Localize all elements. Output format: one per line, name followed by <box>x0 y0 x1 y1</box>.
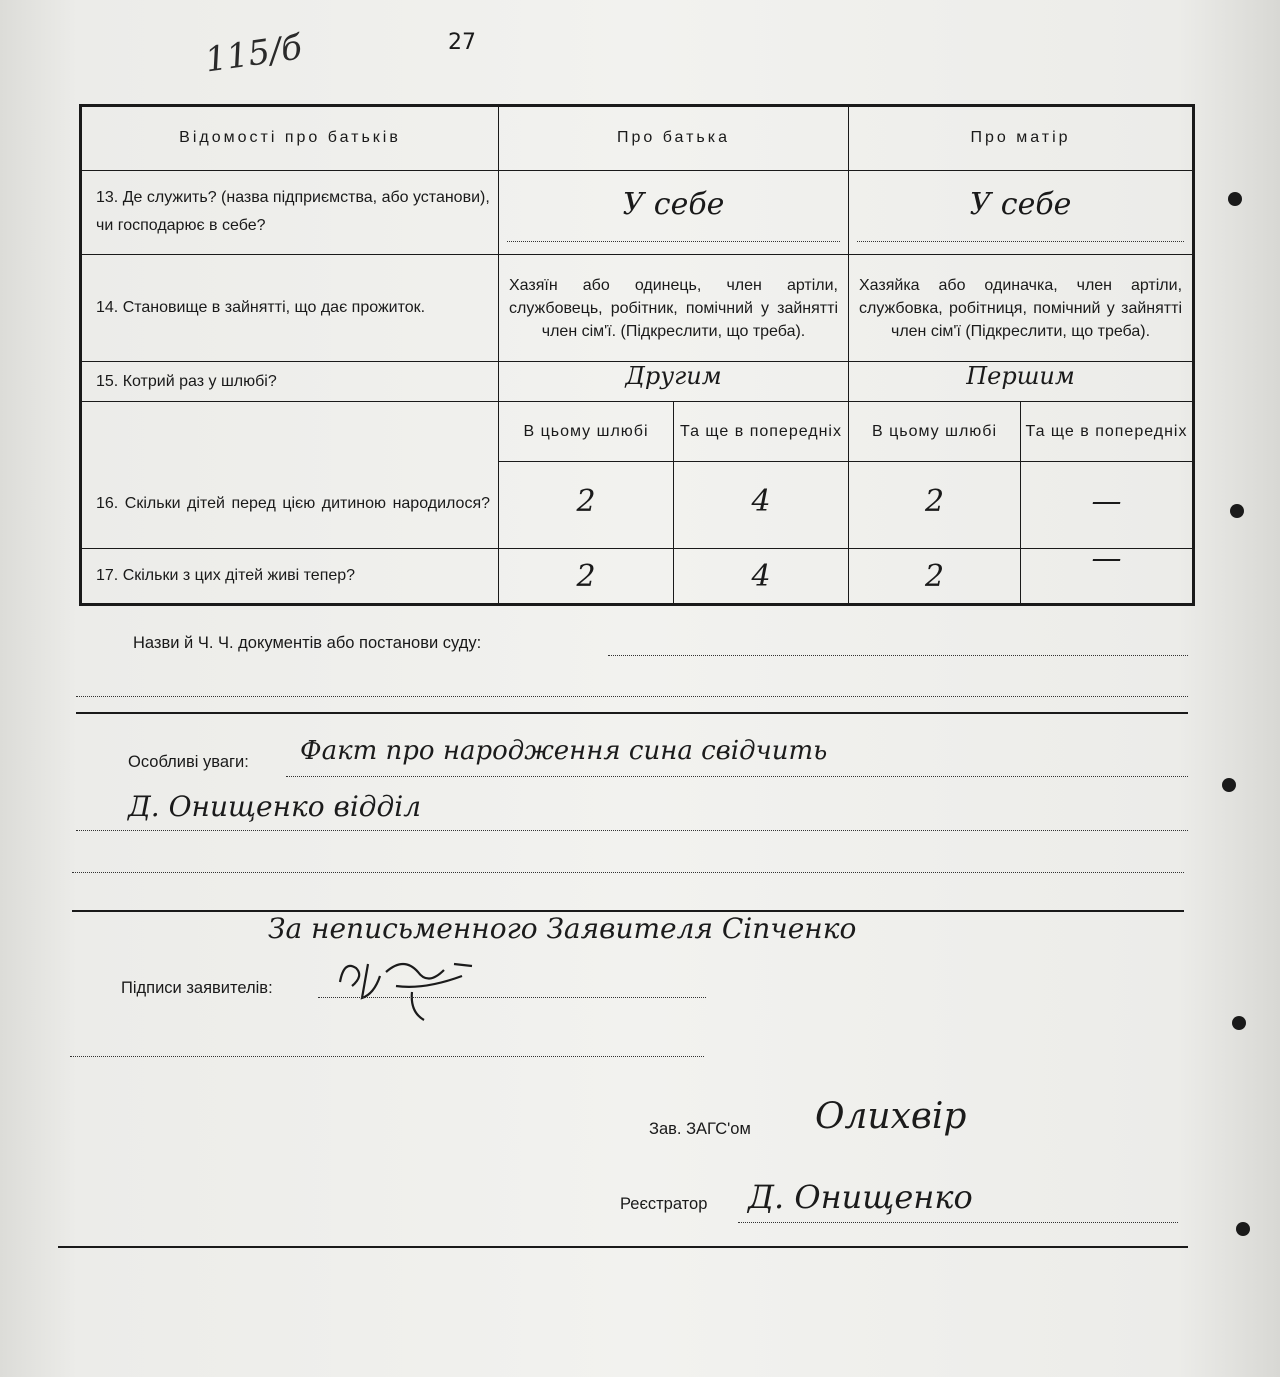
head-signature: Олихвір <box>815 1096 967 1137</box>
page-number: 27 <box>448 30 476 55</box>
cell-17-father-this <box>499 548 674 605</box>
subheader-father-this: В цьому шлюбі <box>499 402 674 461</box>
remarks-line-2: Д. Онищенко відділ <box>128 790 422 823</box>
question-15: 15. Котрий раз у шлюбі? <box>81 362 499 402</box>
corner-note: 115/б <box>202 27 305 81</box>
dotted-line <box>507 241 840 242</box>
divider-line <box>76 712 1188 714</box>
cell-16-father-previous <box>674 461 849 548</box>
parents-info-table <box>79 104 1195 606</box>
cell-17-mother-previous <box>1021 540 1194 605</box>
dotted-line <box>72 872 1184 873</box>
options-14-mother: Хазяйка або одиначка, член артіли, службовка, робітниця, помічний у зайнятті член сім'ї (Підкреслити, що треба). <box>849 255 1194 362</box>
subheader-mother-previous: Та ще в попередніх <box>1021 402 1194 461</box>
cell-16-mother-previous <box>1021 461 1194 548</box>
dotted-line <box>318 997 706 998</box>
binding-hole <box>1228 192 1242 206</box>
header-parents-info: Відомості про батьків <box>81 106 499 171</box>
registrar-label: Реєстратор <box>620 1195 708 1213</box>
value-16-father-previous: 4 <box>751 483 771 519</box>
value-17-mother-previous: — <box>1091 540 1122 576</box>
bottom-divider-line <box>58 1246 1188 1248</box>
dotted-line <box>286 776 1188 777</box>
value-16-mother-this: 2 <box>924 483 945 519</box>
question-17: 17. Скільки з цих дітей живі тепер? <box>81 548 499 605</box>
cell-17-mother-this <box>849 548 1021 605</box>
cell-16-mother-this <box>849 461 1021 548</box>
question-16: 16. Скільки дітей перед цією дитиною народилося? <box>81 402 499 548</box>
applicant-signature-mark <box>334 946 484 1026</box>
binding-hole <box>1222 778 1236 792</box>
remarks-label: Особливі уваги: <box>128 753 249 771</box>
binding-hole <box>1232 1016 1246 1030</box>
answer-13-father-text: У себе <box>622 186 725 222</box>
remarks-line-1: Факт про народження сина свідчить <box>300 736 828 766</box>
registrar-signature: Д. Онищенко <box>748 1178 973 1216</box>
subheader-father-previous: Та ще в попередніх <box>674 402 849 461</box>
dotted-line <box>608 655 1188 656</box>
dotted-line <box>76 696 1188 697</box>
dotted-line <box>76 830 1188 831</box>
question-14: 14. Становище в зайнятті, що дає прожиток. <box>81 255 499 362</box>
value-17-mother-this: 2 <box>924 558 945 594</box>
value-16-father-this: 2 <box>576 483 596 519</box>
documents-label: Назви й Ч. Ч. документів або постанови суду: <box>133 634 482 652</box>
answer-15-father-text: Другим <box>625 362 722 391</box>
options-14-father: Хазяїн або одинець, член артіли, службовець, робітник, помічний у зайнятті член сім'ї. (Підкреслити, що треба). <box>499 255 849 362</box>
value-17-father-previous: 4 <box>751 558 771 594</box>
binding-hole <box>1236 1222 1250 1236</box>
answer-15-mother-text: Першим <box>966 362 1075 391</box>
binding-hole <box>1230 504 1244 518</box>
answer-13-mother <box>849 170 1194 255</box>
answer-15-mother <box>849 362 1194 402</box>
cell-17-father-previous <box>674 548 849 605</box>
answer-13-father <box>499 170 849 255</box>
head-label: Зав. ЗАГС'ом <box>649 1120 751 1138</box>
cell-16-father-this <box>499 461 674 548</box>
header-mother: Про матір <box>849 106 1194 171</box>
dotted-line <box>70 1056 704 1057</box>
applicant-note: За неписьменного Заявителя Сіпченко <box>268 912 857 945</box>
answer-13-mother-text: У себе <box>969 186 1072 222</box>
signatures-label: Підписи заявителів: <box>121 979 273 997</box>
answer-15-father <box>499 362 849 402</box>
value-16-mother-previous: — <box>1091 483 1122 519</box>
subheader-mother-this: В цьому шлюбі <box>849 402 1021 461</box>
dotted-line <box>857 241 1184 242</box>
dotted-line <box>738 1222 1178 1223</box>
header-father: Про батька <box>499 106 849 171</box>
value-17-father-this: 2 <box>576 558 596 594</box>
question-13: 13. Де служить? (назва підприємства, або установи), чи господарює в себе? <box>81 170 499 255</box>
